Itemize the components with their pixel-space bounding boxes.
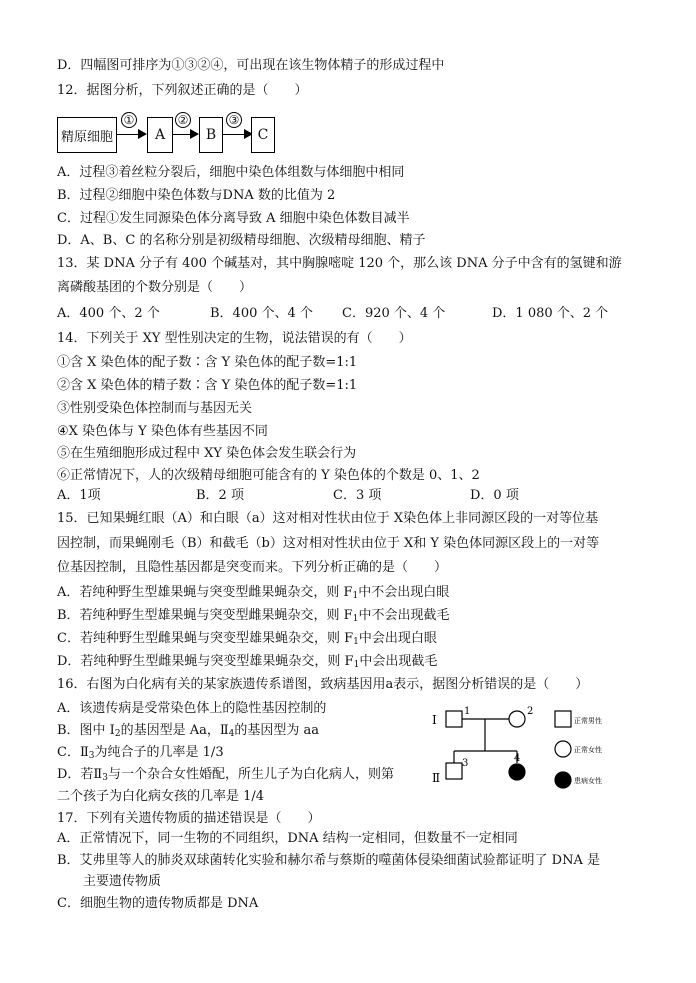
individual-ii3-number: 3 (462, 758, 469, 769)
q12-option-a: A．过程③着丝粒分裂后，细胞中染色体组数与体细胞中相同 (57, 165, 405, 180)
question-16: 16．右图为白化病有关的某家族遗传系谱图，致病基因用a表示，据图分析错误的是（ ） (57, 677, 589, 692)
flow-box-b: B (199, 117, 223, 153)
flow-start-box: 精原细胞 (57, 117, 117, 153)
step-2-label: ② (175, 112, 191, 128)
question-13: 13．某 DNA 分子有 400 个碱基对，其中胸腺嘧啶 120 个，那么该 DNA 分子中含有的氢键和游 (57, 256, 622, 271)
q12-option-c: C．过程①发生同源染色体分离导致 A 细胞中染色体数目减半 (57, 211, 410, 226)
legend-female-symbol (555, 741, 571, 757)
question-17: 17．下列有关遗传物质的描述错误是（ ） (57, 811, 321, 826)
individual-i1-male (446, 711, 462, 727)
q12-option-b: B．过程②细胞中染色体数与DNA 数的比值为 2 (57, 188, 336, 203)
legend-male-label: 正常男性 (574, 717, 602, 725)
q17-option-c: C．细胞生物的遗传物质都是 DNA (57, 896, 259, 911)
q14-statement-5: ⑤在生殖细胞形成过程中 XY 染色体会发生联会行为 (57, 446, 357, 461)
q17-option-a: A．正常情况下，同一生物的不同组织，DNA 结构一定相同，但数量不一定相同 (57, 831, 518, 846)
q14-statement-3: ③性别受染色体控制而与基因无关 (57, 401, 253, 416)
arrow-head-2 (190, 129, 199, 139)
q14-statement-6: ⑥正常情况下，人的次级精母细胞可能含有的 Y 染色体的个数是 0、1、2 (57, 468, 480, 483)
q15-option-b: B．若纯种野生型雄果蝇与突变型雌果蝇杂交，则 $F_1$中不会出现截毛 (57, 608, 450, 624)
q13-option-b: B．400 个、4 个 (210, 306, 313, 321)
q15-option-d: D．若纯种野生型雌果蝇与突变型雄果蝇杂交，则 $F_1$中会出现截毛 (57, 654, 438, 670)
q12-option-d: D．A、B、C 的名称分别是初级精母细胞、次级精母细胞、精子 (57, 233, 426, 248)
q16-option-d-cont: 二个孩子为白化病女孩的几率是 1/4 (57, 789, 265, 804)
q14-option-c: C．3 项 (333, 488, 382, 503)
flow-box-c: C (251, 117, 275, 153)
q13-option-c: C．920 个、4 个 (342, 306, 446, 321)
q16-option-a: A．该遗传病是受常染色体上的隐性基因控制的 (57, 701, 327, 716)
q15-option-c: C．若纯种野生型雌果蝇与突变型雄果蝇杂交，则 $F_1$中会出现白眼 (57, 631, 437, 647)
flow-box-a: A (147, 117, 173, 153)
q13-option-a: A．400 个、2 个 (57, 306, 160, 321)
q17-option-b-cont: 主要遗传物质 (83, 874, 162, 889)
step-3-label: ③ (226, 112, 242, 128)
q16-option-d: D．若$Ⅱ_3$与一个杂合女性婚配，所生儿子为白化病人，则第 (57, 767, 395, 783)
q14-option-d: D．0 项 (470, 488, 519, 503)
question-12: 12．据图分析，下列叙述正确的是（ ） (57, 83, 308, 98)
legend-affected-symbol (555, 772, 571, 788)
question-15: 15．已知果蝇红眼（A）和白眼（a）这对相对性状由位于 X染色体上非同源区段的一对等位基 (57, 511, 599, 526)
q13-option-d: D．1 080 个、2 个 (492, 306, 609, 321)
question-14: 14．下列关于 XY 型性别决定的生物，说法错误的有（ ） (57, 331, 412, 346)
generation-1-label: I (432, 713, 437, 727)
option-d-prev: D．四幅图可排序为①③②④，可出现在该生物体精子的形成过程中 (57, 58, 445, 73)
q16-option-b: B．图中 $I_2$的基因型是 Aa，$Ⅱ_4$的基因型为 aa (57, 723, 320, 739)
individual-ii4-number: 4 (514, 753, 521, 764)
q17-option-b: B．艾弗里等人的肺炎双球菌转化实验和赫尔希与蔡斯的噬菌体侵染细菌试验都证明了 DNA 是 (57, 853, 601, 868)
q15-option-a: A．若纯种野生型雄果蝇与突变型雌果蝇杂交，则 $F_1$中不会出现白眼 (57, 585, 450, 601)
arrow-head-1 (138, 129, 147, 139)
individual-ii3-male (446, 763, 462, 779)
generation-2-label: Ⅱ (432, 771, 441, 785)
legend-male-symbol (555, 711, 571, 727)
question-13-cont: 离磷酸基团的个数分别是（ ） (57, 280, 253, 295)
pedigree-chart (430, 700, 650, 800)
individual-i2-female (509, 711, 525, 727)
legend-female-label: 正常女性 (574, 746, 602, 754)
step-1-label: ① (121, 112, 137, 128)
question-15-cont2: 位基因控制，且隐性基因都是突变而来。下列分析正确的是（ ） (57, 560, 448, 575)
question-15-cont: 因控制，而果蝇刚毛（B）和截毛（b）这对相对性状由位于 X和 Y 染色体同源区段上的一对等 (57, 536, 600, 551)
q14-option-a: A．1项 (57, 488, 101, 503)
q14-option-b: B．2 项 (196, 488, 244, 503)
individual-i1-number: 1 (464, 706, 471, 717)
q14-statement-2: ②含 X 染色体的精子数∶含 Y 染色体的配子数=1:1 (57, 378, 358, 393)
legend-affected-label: 患病女性 (574, 777, 602, 785)
q14-statement-1: ①含 X 染色体的配子数∶含 Y 染色体的配子数=1:1 (57, 355, 358, 370)
q14-statement-4: ④X 染色体与 Y 染色体有些基因不同 (57, 424, 268, 439)
individual-i2-number: 2 (527, 706, 534, 717)
q16-option-c: C．$Ⅱ_3$为纯合子的几率是 1/3 (57, 745, 224, 761)
individual-ii4-affected-female (509, 764, 525, 780)
